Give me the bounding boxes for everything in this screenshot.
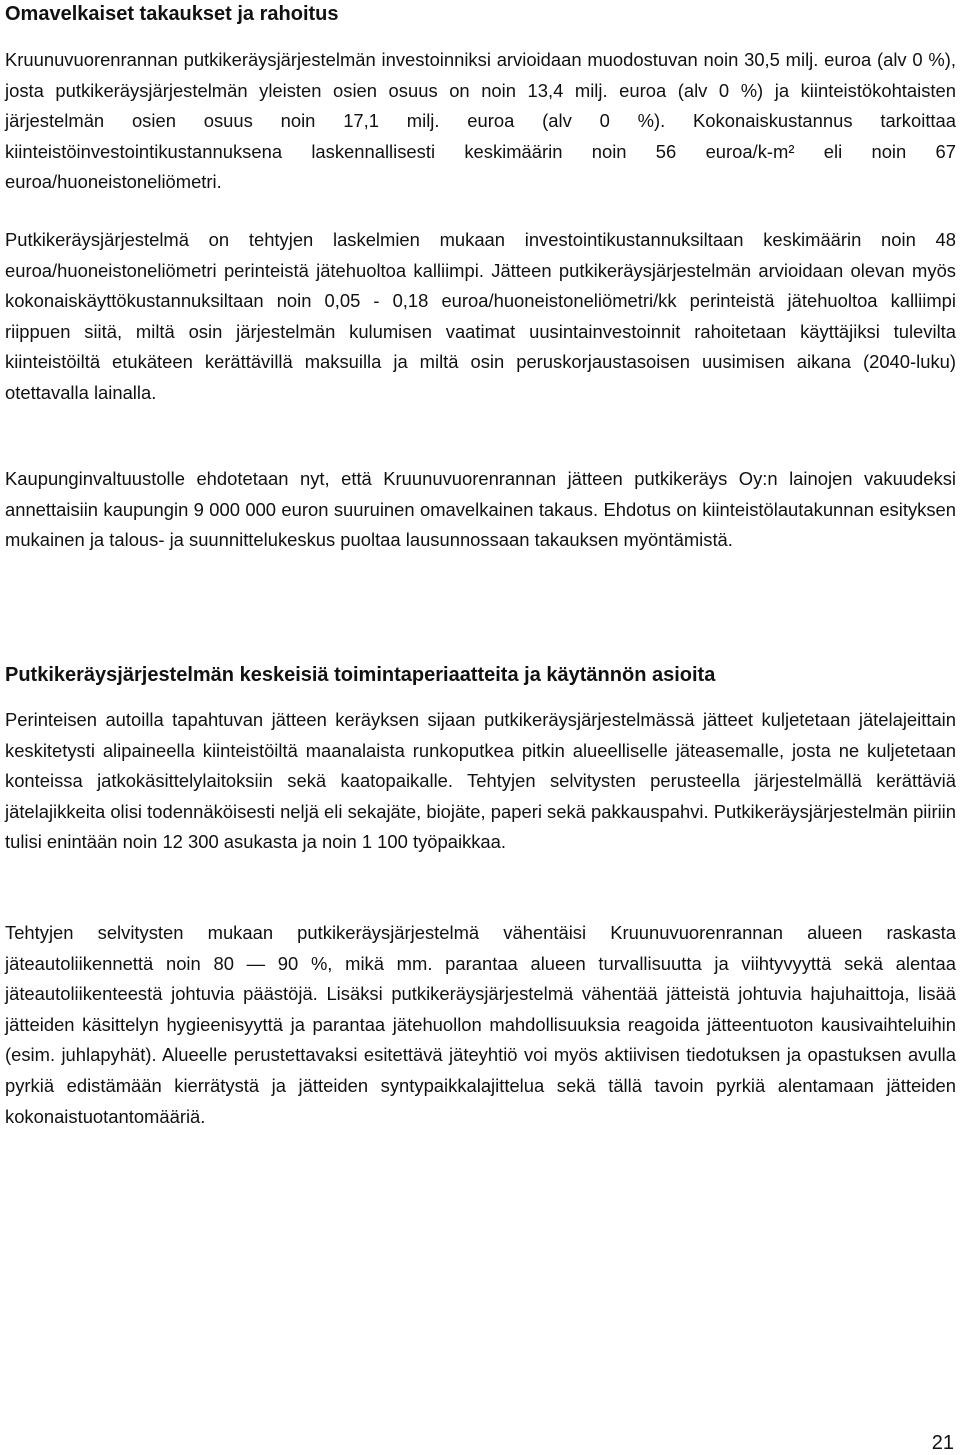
section-heading-guarantees: Omavelkaiset takaukset ja rahoitus — [5, 3, 339, 25]
paragraph-investment-costs: Kruunuvuorenrannan putkikeräysjärjestelmän investoinniksi arvioidaan muodostuvan noin 30,5 milj. euroa (alv 0 %), josta putkikeräysjärjestelmän yleisten osien osuus on noin 13,4 milj. euroa (alv 0 %) ja kiinteistökohtaisten järjestelmän osien osuus noin 17,1 milj. euroa (alv 0 %). Kokonaiskustannus tarkoittaa kiinteistöinvestointikustannuksena laskennallisesti keskimäärin noin 56 euroa/k-m² eli noin 67 euroa/huoneistoneliömetri. — [5, 49, 956, 193]
paragraph-system-description: Perinteisen autoilla tapahtuvan jätteen keräyksen sijaan putkikeräysjärjestelmässä jätteet kuljetetaan jätelajeittain keskitetysti alipaineella kiinteistöiltä maanalaista runkoputkea pitkin alueelliselle jäteasemalle, josta ne kuljetetaan konteissa jatkokäsittelylaitoksiin sekä kaatopaikalle. Tehtyjen selvitysten perusteella järjestelmällä kerättäviä jätelajikkeita olisi todennäköisesti neljä eli sekajäte, biojäte, paperi sekä pakkauspahvi. Putkikeräysjärjestelmän piiriin tulisi enintään noin 12 300 asukasta ja noin 1 100 työpaikkaa. — [5, 709, 956, 853]
section-heading-principles: Putkikeräysjärjestelmän keskeisiä toimintaperiaatteita ja käytännön asioita — [5, 664, 716, 686]
page-number: 21 — [931, 1432, 954, 1454]
paragraph-cost-comparison: Putkikeräysjärjestelmä on tehtyjen laskelmien mukaan investointikustannuksiltaan keskimäärin noin 48 euroa/huoneistoneliömetri perinteistä jätehuoltoa kalliimpi. Jätteen putkikeräysjärjestelmän arvioidaan olevan myös kokonaiskäyttökustannuksiltaan noin 0,05 - 0,18 euroa/huoneistoneliömetri/kk perinteistä jätehuoltoa kalliimpi riippuen siitä, miltä osin järjestelmän kulumisen vaatimat uusintainvestoinnit rahoitetaan käyttäjiksi tulevilta kiinteistöiltä etukäteen kerättävillä maksuilla ja miltä osin peruskorjaustasoisen uusimisen aikana (2040-luku) otettavalla lainalla. — [5, 229, 956, 403]
paragraph-guarantee-proposal: Kaupunginvaltuustolle ehdotetaan nyt, että Kruunuvuorenrannan jätteen putkikeräys Oy:n lainojen vakuudeksi annettaisiin kaupungin 9 000 000 euron suuruinen omavelkainen takaus. Ehdotus on kiinteistölautakunnan esityksen mukainen ja talous- ja suunnittelukeskus puoltaa lausunnossaan takauksen myöntämistä. — [5, 468, 956, 551]
paragraph-system-benefits: Tehtyjen selvitysten mukaan putkikeräysjärjestelmä vähentäisi Kruunuvuorenrannan alueen raskasta jäteautoliikennettä noin 80 — 90 %, mikä mm. parantaa alueen turvallisuutta ja viihtyvyyttä sekä alentaa jäteautoliikenteestä johtuvia päästöjä. Lisäksi putkikeräysjärjestelmä vähentää jätteistä johtuvia hajuhaittoja, lisää jätteiden käsittelyn hygieenisyyttä ja parantaa jätehuollon mahdollisuuksia reagoida jätteentuoton kausivaihteluihin (esim. juhlapyhät). Alueelle perustettavaksi esitettävä jäteyhtiö voi myös aktiivisen tiedotuksen ja opastuksen avulla pyrkiä edistämään kierrätystä ja jätteiden syntypaikkalajittelua sekä tällä tavoin pyrkiä alentamaan jätteiden kokonaistuotantomääriä. — [5, 922, 956, 1127]
